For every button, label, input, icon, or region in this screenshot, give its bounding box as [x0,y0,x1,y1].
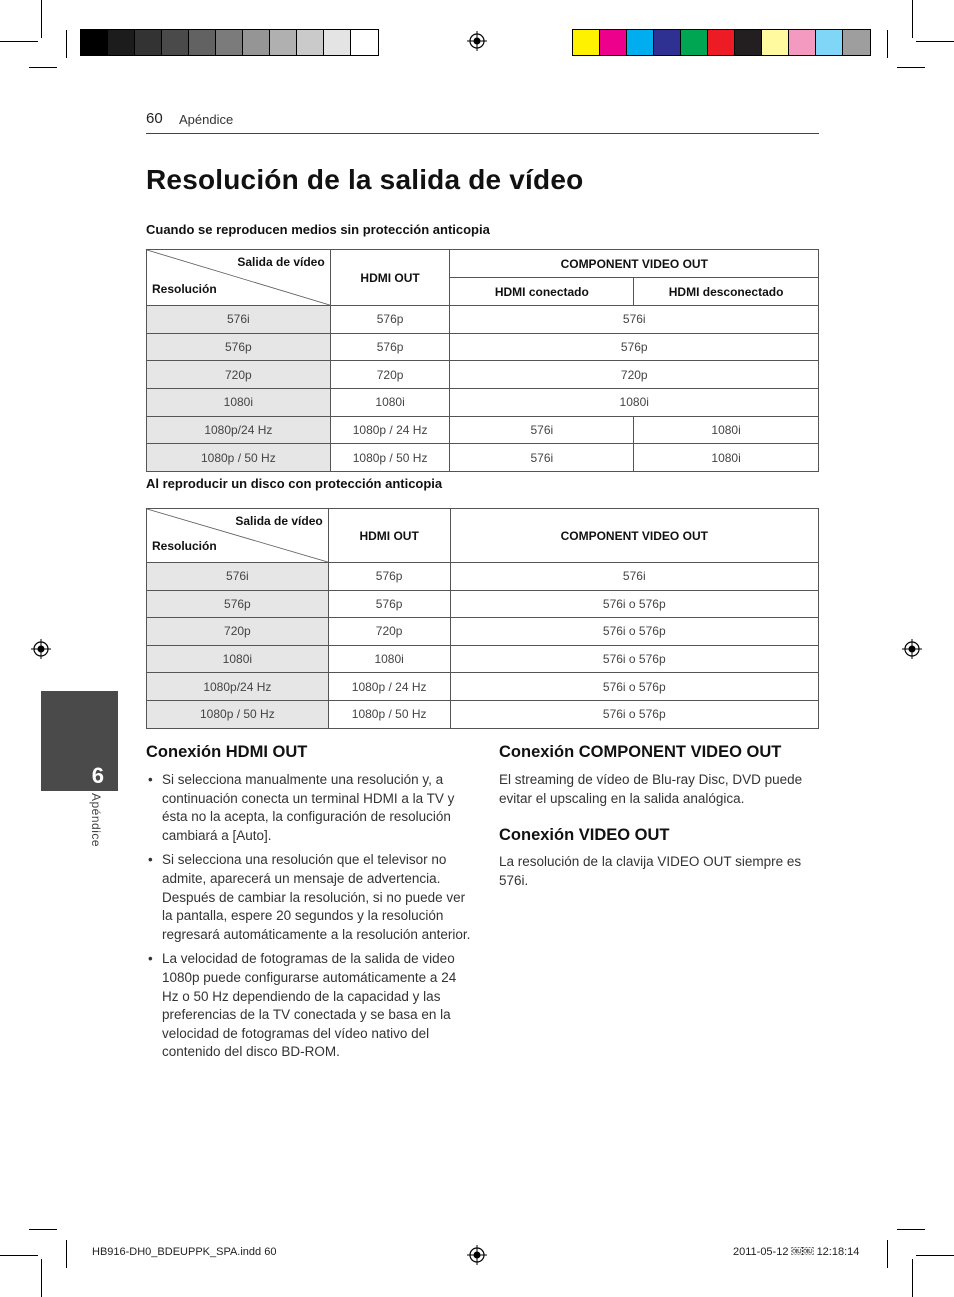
hdmi-out-cell: 720p [328,618,450,646]
crop-mark [66,30,67,58]
color-swatch [351,30,378,55]
table1-caption: Cuando se reproducen medios sin protección anticopia [146,222,490,237]
color-swatch [324,30,351,55]
table1-hdmi-connected-header: HDMI conectado [450,278,634,306]
resolution-cell: 1080p / 50 Hz [147,700,329,728]
crop-mark [912,1259,913,1297]
color-swatch [243,30,270,55]
crop-mark [41,0,42,38]
color-swatch [627,30,654,55]
hdmi-out-heading: Conexión HDMI OUT [146,743,308,761]
table-row [147,700,819,728]
corner-top-label: Salida de vídeo [235,514,323,528]
crop-mark [916,1255,954,1256]
chapter-tab [41,691,118,791]
corner-top-label: Salida de vídeo [237,255,325,269]
crop-mark [29,1229,57,1230]
hdmi-disconnected-cell: 1080i [634,416,819,444]
component-out-cell: 576i [450,563,818,591]
resolution-cell: 576p [147,333,331,361]
color-swatch [843,30,870,55]
component-out-cell: 1080i [450,389,819,417]
list-item: • La velocidad de fotogramas de la salida de video 1080p puede configurarse automáticamente a 24 Hz o 50 Hz dependiendo de la capacidad y las preferencias de la TV conectada y se basa en la velocidad de fotogramas del vídeo nativo del contenido del disco BD-ROM. [146,950,471,1062]
table1-corner-header [147,250,331,306]
resolution-cell: 576i [147,563,329,591]
hdmi-connected-cell: 576i [450,444,634,472]
table-row [147,673,819,701]
component-out-cell: 576i o 576p [450,700,818,728]
resolution-cell: 576p [147,590,329,618]
hdmi-out-cell: 720p [330,361,450,389]
resolution-table-protected [146,508,819,729]
table-row [147,333,819,361]
crop-mark [29,67,57,68]
crop-mark [887,30,888,58]
table-row [147,361,819,389]
chapter-number: 6 [91,763,104,788]
hdmi-out-cell: 1080p / 24 Hz [330,416,450,444]
hdmi-connected-cell: 576i [450,416,634,444]
list-item: • Si selecciona manualmente una resolución y, a continuación conecta un terminal HDMI a la TV y ésta no la acepta, la configuración de resolución cambiará a [Auto]. [146,771,471,845]
color-swatch [762,30,789,55]
table2-hdmi-header: HDMI OUT [328,509,450,563]
table2-caption: Al reproducir un disco con protección anticopia [146,476,443,491]
table-row [147,389,819,417]
color-swatch [816,30,843,55]
timestamp-slug: 2011-05-12 ￼￼ 12:18:14 [733,1246,860,1258]
chapter-side-label [86,793,106,870]
color-swatch [681,30,708,55]
table-row [147,618,819,646]
color-swatch [108,30,135,55]
resolution-cell: 1080p/24 Hz [147,416,331,444]
page-title: Resolución de la salida de vídeo [146,164,584,195]
table1-hdmi-disconnected-header: HDMI desconectado [634,278,819,306]
color-swatch [297,30,324,55]
color-swatch [270,30,297,55]
table-row [147,444,819,472]
color-swatch [573,30,600,55]
hdmi-out-cell: 1080i [328,645,450,673]
resolution-table-unprotected [146,249,819,472]
hdmi-out-list [146,771,471,1068]
color-swatch [216,30,243,55]
running-header [146,110,819,134]
component-out-text: El streaming de vídeo de Blu-ray Disc, DVD puede evitar el upscaling en la salida analógica. [499,772,803,806]
corner-bottom-label: Resolución [152,282,217,296]
chapter-label: Apéndice [89,793,103,848]
color-swatch [708,30,735,55]
crop-mark [0,41,38,42]
crop-mark [887,1240,888,1268]
resolution-cell: 720p [147,361,331,389]
table-row [147,306,819,334]
corner-bottom-label: Resolución [152,539,217,553]
table-row [147,645,819,673]
component-out-cell: 576i o 576p [450,618,818,646]
color-swatch [81,30,108,55]
page-number: 60 [146,110,163,127]
color-swatch [189,30,216,55]
hdmi-out-cell: 1080p / 50 Hz [328,700,450,728]
resolution-cell: 1080p/24 Hz [147,673,329,701]
process-color-bar [572,29,871,56]
table-row [147,590,819,618]
hdmi-out-cell: 576p [330,306,450,334]
hdmi-out-cell: 576p [330,333,450,361]
crop-mark [912,0,913,38]
crop-mark [41,1259,42,1297]
color-swatch [600,30,627,55]
table-row [147,563,819,591]
color-swatch [135,30,162,55]
color-swatch [654,30,681,55]
component-out-cell: 576i o 576p [450,645,818,673]
section-name: Apéndice [179,112,234,127]
component-out-cell: 576i o 576p [450,590,818,618]
crop-mark [0,1255,38,1256]
component-out-cell: 576i o 576p [450,673,818,701]
video-out-text: La resolución de la clavija VIDEO OUT siempre es 576i. [499,854,802,888]
crop-mark [66,1240,67,1268]
registration-mark-icon [31,639,51,659]
component-out-cell: 720p [450,361,819,389]
resolution-cell: 1080p / 50 Hz [147,444,331,472]
hdmi-out-cell: 576p [328,590,450,618]
color-swatch [162,30,189,55]
gray-color-bar [80,29,379,56]
video-out-heading: Conexión VIDEO OUT [499,826,670,844]
list-item: • Si selecciona una resolución que el televisor no admite, aparecerá un mensaje de advertencia. Después de cambiar la resolución, si no puede ver la pantalla, espere 20 segundos y la resolución regresará automáticamente a la resolución anterior. [146,851,471,944]
resolution-cell: 1080i [147,389,331,417]
file-slug: HB916-DH0_BDEUPPK_SPA.indd 60 [92,1246,277,1258]
table1-component-header: COMPONENT VIDEO OUT [450,250,819,278]
resolution-cell: 720p [147,618,329,646]
color-swatch [735,30,762,55]
crop-mark [897,1229,925,1230]
registration-mark-icon [467,1245,487,1265]
color-swatch [789,30,816,55]
hdmi-out-cell: 1080p / 50 Hz [330,444,450,472]
component-out-cell: 576p [450,333,819,361]
crop-mark [897,67,925,68]
registration-mark-icon [467,31,487,51]
hdmi-out-cell: 1080p / 24 Hz [328,673,450,701]
hdmi-disconnected-cell: 1080i [634,444,819,472]
registration-mark-icon [902,639,922,659]
component-out-cell: 576i [450,306,819,334]
table2-component-header: COMPONENT VIDEO OUT [450,509,818,563]
resolution-cell: 1080i [147,645,329,673]
table-row [147,416,819,444]
resolution-cell: 576i [147,306,331,334]
component-out-heading: Conexión COMPONENT VIDEO OUT [499,743,782,761]
table2-corner-header [147,509,329,563]
hdmi-out-cell: 576p [328,563,450,591]
hdmi-out-cell: 1080i [330,389,450,417]
crop-mark [916,41,954,42]
table1-hdmi-header: HDMI OUT [330,250,450,306]
